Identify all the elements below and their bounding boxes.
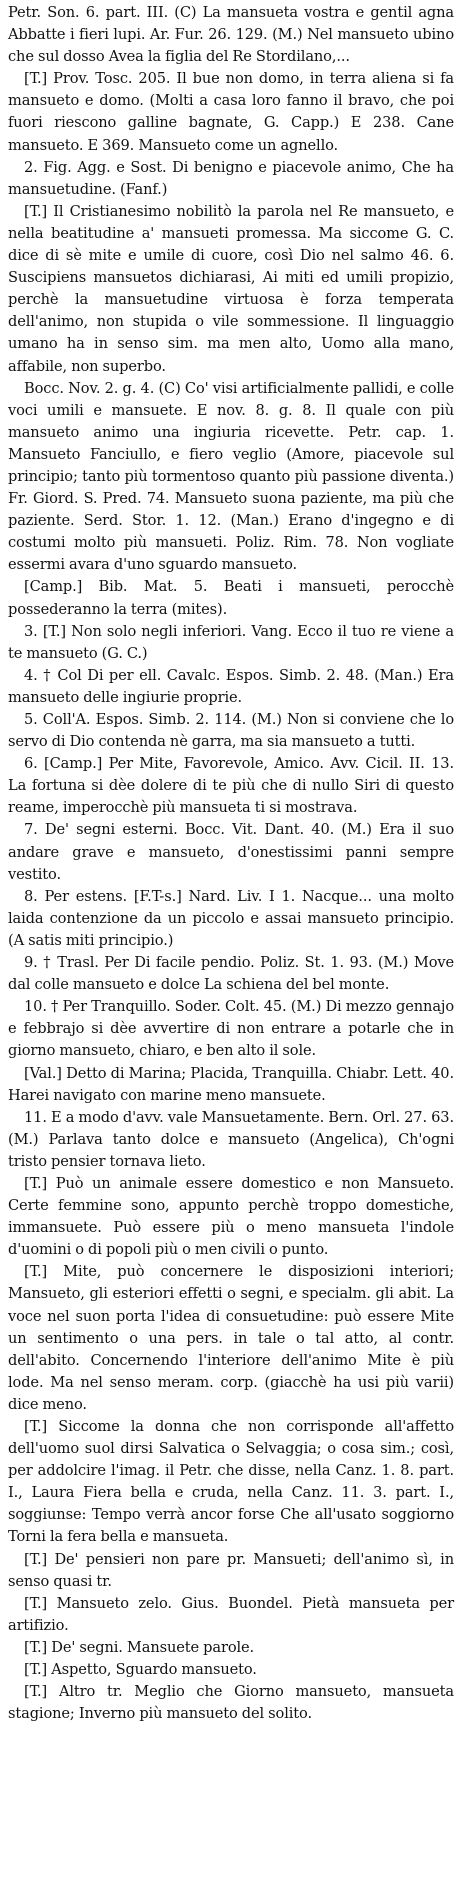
entry-paragraph: [Camp.] Bib. Mat. 5. Beati i mansueti, perocchè possederanno la terra (mites). bbox=[8, 578, 454, 618]
entry-paragraph: [T.] Il Cristianesimo nobilitò la parola nel Re mansueto, e nella beatitudine a' mansueti promessa. Ma siccome G. C. dice di sè mite e umile di cuore, così Dio nel salmo 46. 6. Suscipiens mansuetos dichiarasi, Ai miti ed umili propizio, perchè la mansuetudine virtuosa è forza temperata dell'animo, non stupida o vile sommessione. Il linguaggio umano ha in senso sim. ma men alto, Uomo alla mano, affabile, non superbo. bbox=[8, 202, 454, 375]
entry-paragraph: 5. Coll'A. Espos. Simb. 2. 114. (M.) Non si conviene che lo servo di Dio contenda nè garra, ma sia mansueto a tutti. bbox=[8, 711, 454, 751]
entry-paragraph: [T.] De' pensieri non pare pr. Mansueti; dell'animo sì, in senso quasi tr. bbox=[8, 1550, 454, 1590]
entry-paragraph: 9. † Trasl. Per Di facile pendio. Poliz. St. 1. 93. (M.) Move dal colle mansueto e dolce La schiena del bel monte. bbox=[8, 954, 454, 994]
entry-paragraph: [T.] Altro tr. Meglio che Giorno mansueto, mansueta stagione; Inverno più mansueto del solito. bbox=[8, 1683, 454, 1723]
entry-paragraph: [T.] Mite, può concernere le disposizioni interiori; Mansueto, gli esteriori effetti o segni, e specialm. gli abit. La voce nel suon porta l'idea di consuetudine: può essere Mite un sentimento o una pers. in tale o tal atto, al contr. dell'abito. Concernendo l'interiore dell'animo Mite è più lode. Ma nel senso meram. corp. (giacchè ha usi più varii) dice meno. bbox=[8, 1263, 454, 1413]
entry-paragraph: 10. † Per Tranquillo. Soder. Colt. 45. (M.) Di mezzo gennajo e febbrajo si dèe avvertire di non entrare a potarle che in giorno mansueto, chiaro, e ben alto il sole. bbox=[8, 998, 454, 1060]
entry-paragraph: 11. E a modo d'avv. vale Mansuetamente. Bern. Orl. 27. 63. (M.) Parlava tanto dolce e mansueto (Angelica), Ch'ogni tristo pensier tornava lieto. bbox=[8, 1108, 454, 1170]
entry-paragraph: [T.] Aspetto, Sguardo mansueto. bbox=[24, 1661, 257, 1679]
entry-paragraph: Bocc. Nov. 2. g. 4. (C) Co' visi artificialmente pallidi, e colle voci umili e mansuete. E nov. 8. g. 8. Il quale con più mansueto animo una ingiuria ricevette. Petr. cap. 1. Mansueto Fanciullo, e fiero veglio (Amore, piacevole sul principio; tanto più tormentoso quanto più passione diventa.) Fr. Giord. S. Pred. 74. Mansueto suona paziente, ma più che paziente. Serd. Stor. 1. 12. (Man.) Erano d'ingegno e di costumi molto più mansueti. Poliz. Rim. 78. Non vogliate essermi avara d'uno sguardo mansueto. bbox=[8, 379, 454, 574]
entry-paragraph: [T.] Mansueto zelo. Gius. Buondel. Pietà mansueta per artifizio. bbox=[8, 1594, 454, 1634]
entry-paragraph: [T.] De' segni. Mansuete parole. bbox=[24, 1638, 255, 1656]
entry-paragraph: 2. Fig. Agg. e Sost. Di benigno e piacevole animo, Che ha mansuetudine. (Fanf.) bbox=[8, 158, 454, 198]
entry-paragraph: 7. De' segni esterni. Bocc. Vit. Dant. 40. (M.) Era il suo andare grave e mansueto, d'onestissimi panni sempre vestito. bbox=[8, 821, 454, 883]
entry-paragraph: [T.] Può un animale essere domestico e non Mansueto. Certe femmine sono, appunto perchè troppo domestiche, immansuete. Può essere più o meno mansueta l'indole d'uomini o di popoli più o men civili o punto. bbox=[8, 1174, 454, 1259]
entry-paragraph: [Val.] Detto di Marina; Placida, Tranquilla. Chiabr. Lett. 40. Harei navigato con marine meno mansuete. bbox=[8, 1064, 454, 1104]
entry-paragraph: [T.] Siccome la donna che non corrisponde all'affetto dell'uomo suol dirsi Salvatica o Selvaggia; o cosa sim.; così, per addolcire l'imag. il Petr. che disse, nella Canz. 1. 8. part. I., Laura Fiera bella e cruda, nella Canz. 11. 3. part. I., soggiunse: Tempo verrà ancor forse Che all'usato soggiorno Torni la fera bella e mansueta. bbox=[8, 1418, 454, 1546]
entry-paragraph: [T.] Prov. Tosc. 205. Il bue non domo, in terra aliena si fa mansueto e domo. (Molti a casa loro fanno il bravo, che poi fuori riescono galline bagnate, G. Capp.) E 238. Cane mansueto. E 369. Mansueto come un agnello. bbox=[8, 70, 454, 154]
entry-paragraph: 6. [Camp.] Per Mite, Favorevole, Amico. Avv. Cicil. II. 13. La fortuna si dèe dolere di te più che di nullo Siri di questo reame, imperocchè più mansueta ti si mostrava. bbox=[8, 755, 454, 817]
entry-paragraph: 8. Per estens. [F.T-s.] Nard. Liv. I 1. Nacque... una molto laida contenzione da un piccolo e assai mansueto principio. (A satis miti principio.) bbox=[8, 887, 454, 949]
entry-paragraph: Petr. Son. 6. part. III. (C) La mansueta vostra e gentil agna Abbatte i fieri lupi. Ar. Fur. 26. 129. (M.) Nel mansueto ubino che sul dosso Avea la figlia del Re Stordilano,... bbox=[8, 4, 454, 66]
entry-paragraph: 4. † Col Di per ell. Cavalc. Espos. Simb. 2. 48. (Man.) Era mansueto delle ingiurie proprie. bbox=[8, 666, 454, 706]
entry-paragraph: 3. [T.] Non solo negli inferiori. Vang. Ecco il tuo re viene a te mansueto (G. C.) bbox=[8, 622, 454, 662]
